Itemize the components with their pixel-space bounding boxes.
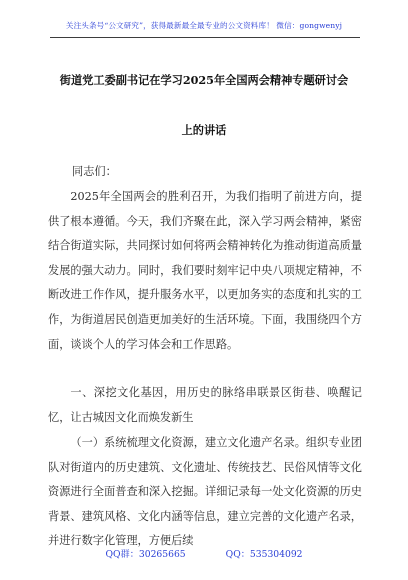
footer-qq-group: QQ群：30265665 bbox=[105, 549, 186, 560]
footer-qq: QQ：535304092 bbox=[225, 549, 303, 560]
paragraph-subsection-1: （一）系统梳理文化资源，建立文化遗产名录。组织专业团队对街道内的历史建筑、文化遗址、传统技艺、民俗风情等文化资源进行全面普查和深入挖掘。详细记录每一处文化资源的历史背景、建筑风格、文化内涵等信息，建立完善的文化遗产名录，并进行数字化管理，方便后续 bbox=[48, 436, 362, 548]
header-promo-text: 关注头条号“公文研究”，获得最新最全最专业的公文资料库！ 微信：gongwenyj bbox=[65, 21, 343, 30]
section-heading-1: 一、深挖文化基因，用历史的脉络串联景区街巷、唤醒记忆，让古城因文化而焕发新生 bbox=[48, 386, 362, 424]
document-title-line-2: 上的讲话 bbox=[181, 123, 227, 137]
header-divider bbox=[50, 37, 360, 38]
paragraph-intro: 2025年全国两会的胜利召开，为我们指明了前进方向，提供了根本遵循。今天，我们齐聚在此，深入学习两会精神，紧密结合街道实际，共同探讨如何将两会精神转化为推动街道高质量发展的强大动力。同时，我们要时刻牢记中央八项规定精神，不断改进工作作风，提升服务水平，以更加务实的态度和扎实的工作，为街道居民创造更加美好的生活环境。下面，我围绕四个方面，谈谈个人的学习体会和工作思路。 bbox=[48, 190, 362, 351]
footer-contact bbox=[0, 546, 408, 560]
document-title-line-1: 街道党工委副书记在学习2025年全国两会精神专题研讨会 bbox=[59, 73, 349, 87]
salutation: 同志们： bbox=[72, 165, 117, 178]
